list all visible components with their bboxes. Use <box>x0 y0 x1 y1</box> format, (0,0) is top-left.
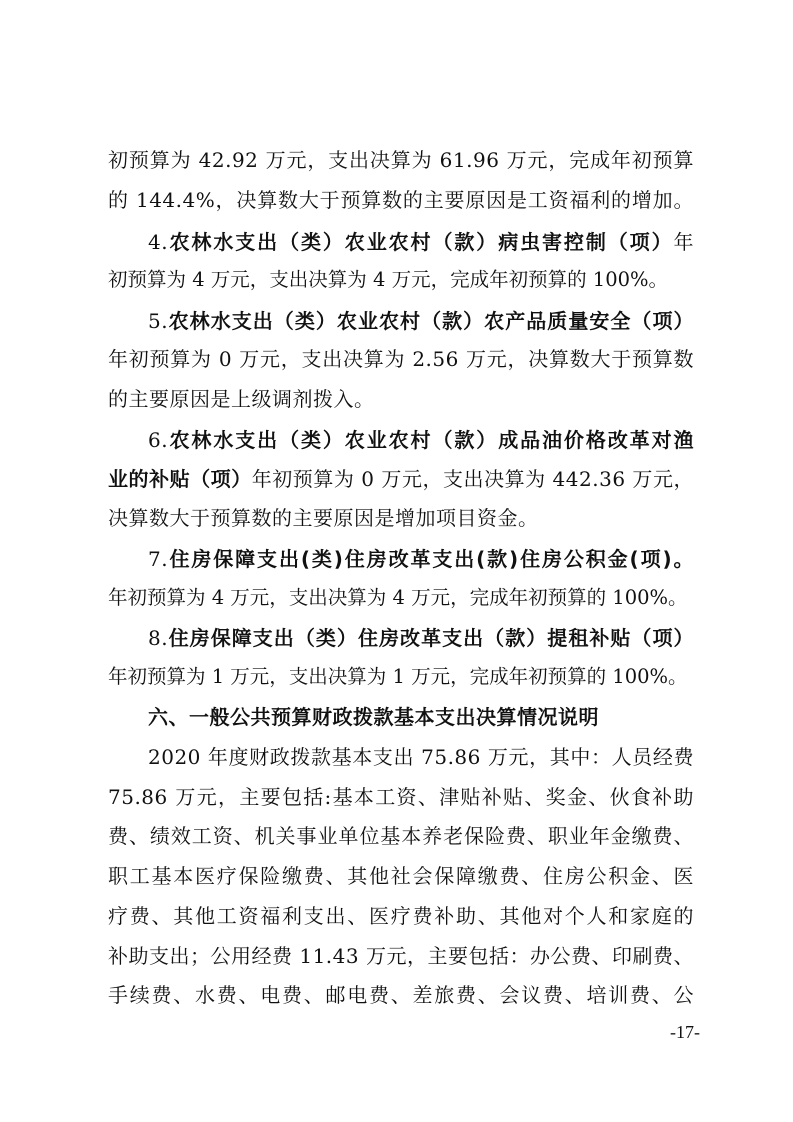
text-run: 2020 年度财政拨款基本支出 75.86 万元，其中：人员经费 <box>148 745 694 769</box>
text-run: 年初预算为 0 万元，支出决算为 2.56 万元，决算数大于预算数 <box>108 347 694 371</box>
text-run: 年初预算为 0 万元，支出决算为 442.36 万元， <box>251 467 694 491</box>
text-line <box>148 744 694 770</box>
item-number: 5. <box>148 309 169 333</box>
text-line <box>108 466 694 492</box>
text-run: 75.86 万元，主要包括:基本工资、津贴补贴、奖金、伙食补助 <box>108 785 694 809</box>
item-5-heading <box>148 308 694 334</box>
item-number: 7. <box>148 547 169 571</box>
text-line <box>108 664 694 690</box>
text-run: 年 <box>673 230 694 254</box>
text-run: 决算数大于预算数的主要原因是增加项目资金。 <box>108 506 539 530</box>
text-run: 年初预算为 4 万元，支出决算为 4 万元，完成年初预算的 100%。 <box>108 586 688 609</box>
text-line <box>108 187 694 213</box>
item-8-heading <box>148 625 694 651</box>
text-run: 职工基本医疗保险缴费、其他社会保障缴费、住房公积金、医 <box>108 864 694 888</box>
item-number: 4. <box>148 230 169 254</box>
item-4-heading <box>148 229 694 255</box>
text-run: 年初预算为 1 万元，支出决算为 1 万元，完成年初预算的 100%。 <box>108 665 688 688</box>
section-title: 六、一般公共预算财政拨款基本支出决算情况说明 <box>148 705 599 729</box>
item-title: 业的补贴（项） <box>108 467 252 491</box>
item-number: 8. <box>148 626 169 650</box>
text-run: 手续费、水费、电费、邮电费、差旅费、会议费、培训费、公 <box>108 983 694 1007</box>
text-run: 的主要原因是上级调剂拨入。 <box>108 387 375 411</box>
text-run: 费、绩效工资、机关事业单位基本养老保险费、职业年金缴费、 <box>108 824 694 848</box>
text-line <box>108 386 694 412</box>
text-line <box>108 784 694 810</box>
item-number: 6. <box>148 428 169 452</box>
text-line <box>108 823 694 849</box>
item-title: 住房保障支出(类)住房改革支出(款)住房公积金(项)。 <box>168 547 694 571</box>
text-line <box>108 982 694 1008</box>
text-run: 初预算为 42.92 万元，支出决算为 61.96 万元，完成年初预算 <box>108 148 694 172</box>
text-line <box>108 863 694 889</box>
section-heading <box>148 704 694 730</box>
text-run: 的 144.4%，决算数大于预算数的主要原因是工资福利的增加。 <box>108 188 694 212</box>
text-run: 补助支出；公用经费 11.43 万元，主要包括：办公费、印刷费、 <box>108 944 694 968</box>
item-title: 农林水支出（类）农业农村（款）农产品质量安全（项） <box>168 309 694 333</box>
text-line <box>108 346 694 372</box>
item-6-heading <box>148 427 694 453</box>
item-title: 农林水支出（类）农业农村（款）成品油价格改革对渔 <box>168 428 694 452</box>
text-run: 初预算为 4 万元，支出决算为 4 万元，完成年初预算的 100%。 <box>108 268 669 291</box>
item-7-heading <box>148 546 694 572</box>
text-line <box>108 505 694 531</box>
text-run: 疗费、其他工资福利支出、医疗费补助、其他对个人和家庭的 <box>108 904 694 928</box>
text-line <box>108 267 694 293</box>
page-number: -17- <box>670 1022 700 1042</box>
text-line <box>108 943 694 969</box>
text-line <box>108 585 694 611</box>
item-title: 住房保障支出（类）住房改革支出（款）提租补贴（项） <box>168 626 694 650</box>
text-line <box>108 147 694 173</box>
text-line <box>108 903 694 929</box>
item-title: 农林水支出（类）农业农村（款）病虫害控制（项） <box>168 230 674 254</box>
